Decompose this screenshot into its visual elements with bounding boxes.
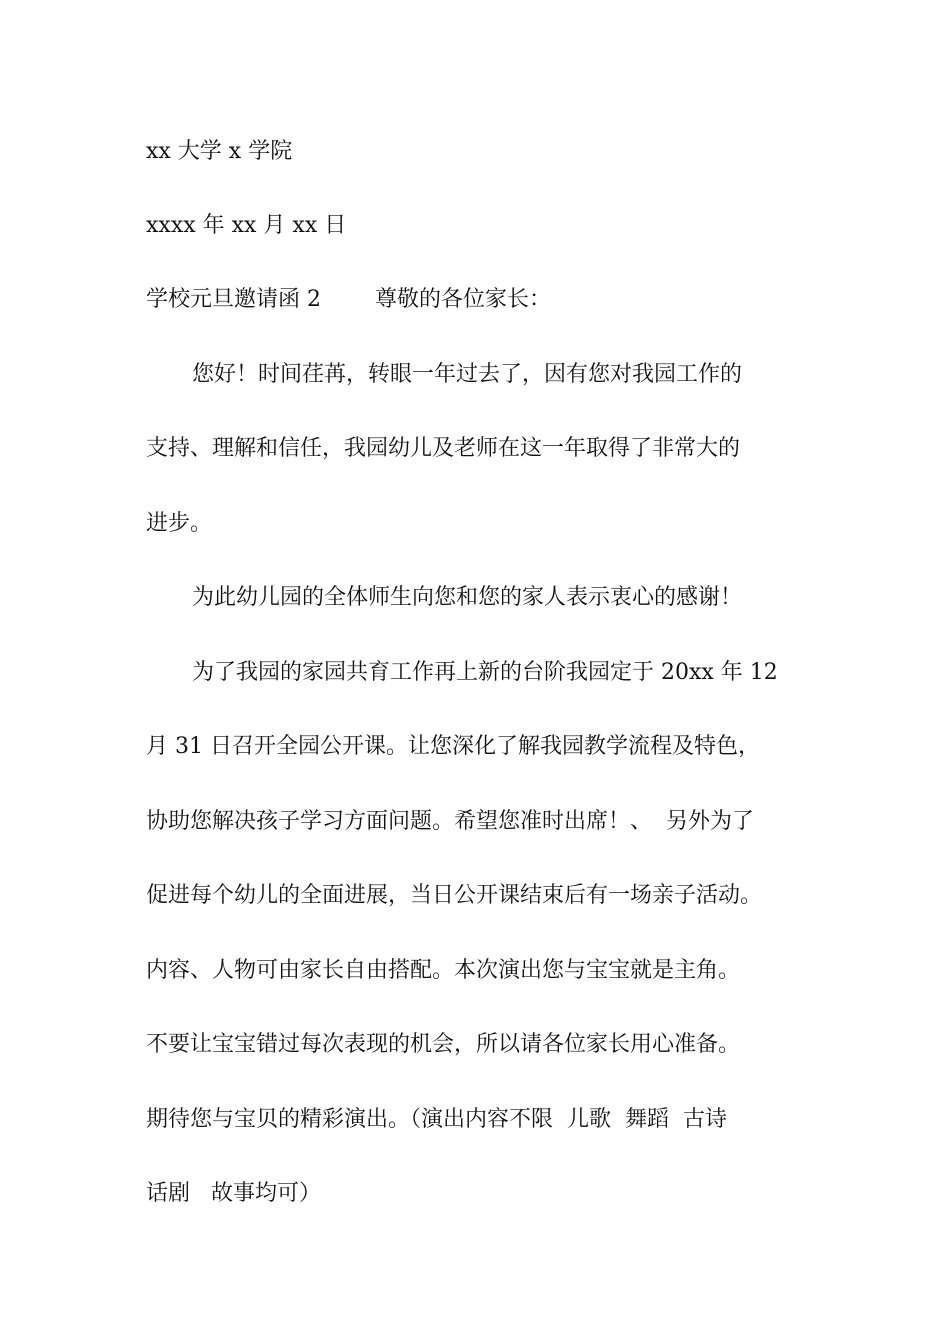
signature-date: xxxx 年 xx 月 xx 日 xyxy=(146,213,347,238)
paragraph-line: 内容、人物可由家长自由搭配。本次演出您与宝宝就是主角。 xyxy=(146,958,741,983)
second-letter-title: 学校元旦邀请函 2 xyxy=(146,287,321,312)
paragraph-line: 协助您解决孩子学习方面问题。希望您准时出席！、 另外为了 xyxy=(146,809,754,834)
signature-organization: xx 大学 x 学院 xyxy=(146,139,293,164)
paragraph-line: 不要让宝宝错过每次表现的机会，所以请各位家长用心准备。 xyxy=(146,1032,741,1057)
paragraph-line: 为了我园的家园共育工作再上新的台阶我园定于 20xx 年 12 xyxy=(192,660,778,685)
paragraph-line: 话剧 故事均可） xyxy=(146,1181,321,1206)
paragraph-line: 促进每个幼儿的全面进展，当日公开课结束后有一场亲子活动。 xyxy=(146,883,763,908)
paragraph-line: 进步。 xyxy=(146,511,213,536)
salutation: 尊敬的各位家长： xyxy=(375,287,552,312)
paragraph-line: 为此幼儿园的全体师生向您和您的家人表示衷心的感谢！ xyxy=(192,585,743,610)
paragraph-line: 期待您与宝贝的精彩演出。（演出内容不限 儿歌 舞蹈 古诗 xyxy=(146,1107,727,1132)
paragraph-line: 您好！时间荏苒，转眼一年过去了，因有您对我园工作的 xyxy=(192,362,743,387)
letter-heading-row xyxy=(146,284,846,316)
paragraph-line: 支持、理解和信任，我园幼儿及老师在这一年取得了非常大的 xyxy=(146,436,741,461)
paragraph-line: 月 31 日召开全园公开课。让您深化了解我园教学流程及特色， xyxy=(146,734,760,759)
